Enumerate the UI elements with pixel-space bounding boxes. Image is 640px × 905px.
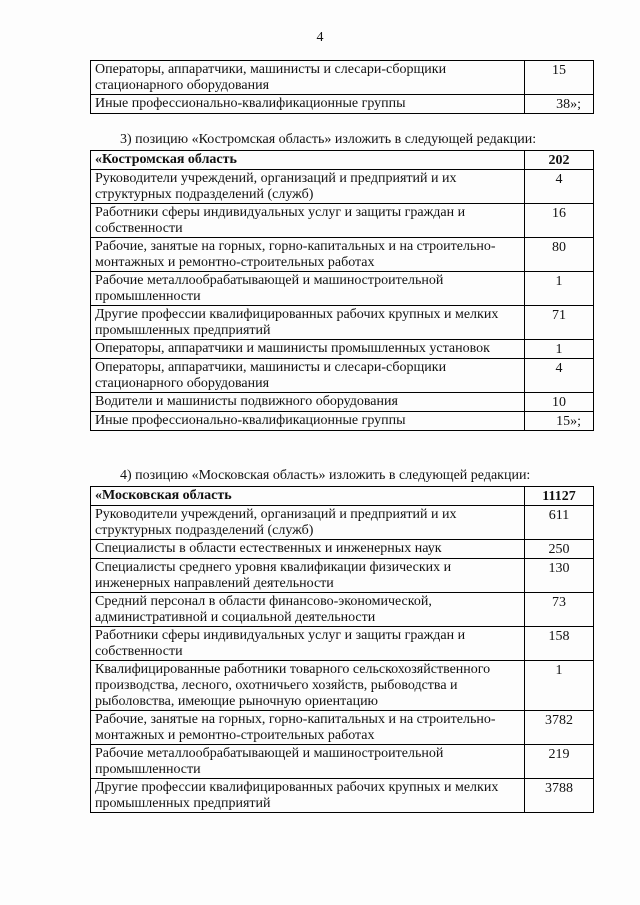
table-row [91, 661, 594, 711]
table-row [91, 627, 594, 661]
section-3-heading: 3) позицию «Костромская область» изложить в следующей редакции: [120, 132, 537, 147]
table-row [91, 272, 594, 306]
row-value: 73 [525, 593, 594, 627]
table-row [91, 779, 594, 813]
table-moscow-region [90, 486, 594, 813]
table-row [91, 540, 594, 559]
row-label: Работники сферы индивидуальных услуг и защиты граждан и собственности [91, 627, 525, 661]
row-value: 219 [525, 745, 594, 779]
row-label: Специалисты в области естественных и инженерных наук [91, 540, 525, 559]
table-row [91, 95, 594, 114]
row-label: Иные профессионально-квалификационные группы [91, 412, 525, 431]
row-label: Квалифицированные работники товарного сельскохозяйственного производства, лесного, охотничьего хозяйств, рыбоводства и рыболовства, имеющие рыночную ориентацию [91, 661, 525, 711]
row-value: 1 [525, 272, 594, 306]
table-row [91, 711, 594, 745]
row-label: Работники сферы индивидуальных услуг и защиты граждан и собственности [91, 204, 525, 238]
row-value: 15 [525, 61, 594, 95]
table-header-row [91, 487, 594, 506]
table-row [91, 306, 594, 340]
table-row [91, 745, 594, 779]
table-row [91, 61, 594, 95]
row-label: Операторы, аппаратчики, машинисты и слесари-сборщики стационарного оборудования [91, 61, 525, 95]
row-value: 16 [525, 204, 594, 238]
row-value: 38»; [525, 95, 594, 114]
row-value: 4 [525, 170, 594, 204]
row-value: 10 [525, 393, 594, 412]
section-4-heading: 4) позицию «Московская область» изложить в следующей редакции: [120, 468, 531, 483]
region-total: 11127 [525, 487, 594, 506]
region-name: «Московская область [91, 487, 525, 506]
row-label: Средний персонал в области финансово-экономической, административной и социальной деятельности [91, 593, 525, 627]
row-label: Руководители учреждений, организаций и предприятий и их структурных подразделений (служб) [91, 506, 525, 540]
table-header-row [91, 151, 594, 170]
row-label: Рабочие металлообрабатывающей и машиностроительной промышленности [91, 745, 525, 779]
row-label: Специалисты среднего уровня квалификации физических и инженерных направлений деятельности [91, 559, 525, 593]
row-label: Рабочие, занятые на горных, горно-капитальных и на строительно-монтажных и ремонтно-строительных работах [91, 238, 525, 272]
row-value: 1 [525, 661, 594, 711]
row-label: Другие профессии квалифицированных рабочих крупных и мелких промышленных предприятий [91, 306, 525, 340]
row-value: 15»; [525, 412, 594, 431]
row-label: Иные профессионально-квалификационные группы [91, 95, 525, 114]
table-row [91, 340, 594, 359]
row-value: 71 [525, 306, 594, 340]
row-value: 3782 [525, 711, 594, 745]
row-value: 4 [525, 359, 594, 393]
table-row [91, 506, 594, 540]
table-row [91, 559, 594, 593]
row-value: 130 [525, 559, 594, 593]
row-label: Рабочие металлообрабатывающей и машиностроительной промышленности [91, 272, 525, 306]
table-row [91, 204, 594, 238]
row-label: Операторы, аппаратчики, машинисты и слесари-сборщики стационарного оборудования [91, 359, 525, 393]
table-row [91, 393, 594, 412]
row-value: 1 [525, 340, 594, 359]
table-continuation [90, 60, 594, 114]
row-label: Другие профессии квалифицированных рабочих крупных и мелких промышленных предприятий [91, 779, 525, 813]
row-value: 611 [525, 506, 594, 540]
table-row [91, 412, 594, 431]
row-value: 3788 [525, 779, 594, 813]
region-total: 202 [525, 151, 594, 170]
table-row [91, 593, 594, 627]
row-label: Руководители учреждений, организаций и предприятий и их структурных подразделений (служб) [91, 170, 525, 204]
row-label: Водители и машинисты подвижного оборудования [91, 393, 525, 412]
table-row [91, 238, 594, 272]
row-value: 158 [525, 627, 594, 661]
row-value: 250 [525, 540, 594, 559]
table-row [91, 170, 594, 204]
page-number: 4 [316, 30, 324, 45]
table-row [91, 359, 594, 393]
row-value: 80 [525, 238, 594, 272]
table-kostroma [90, 150, 594, 431]
row-label: Операторы, аппаратчики и машинисты промышленных установок [91, 340, 525, 359]
row-label: Рабочие, занятые на горных, горно-капитальных и на строительно-монтажных и ремонтно-строительных работах [91, 711, 525, 745]
region-name: «Костромская область [91, 151, 525, 170]
